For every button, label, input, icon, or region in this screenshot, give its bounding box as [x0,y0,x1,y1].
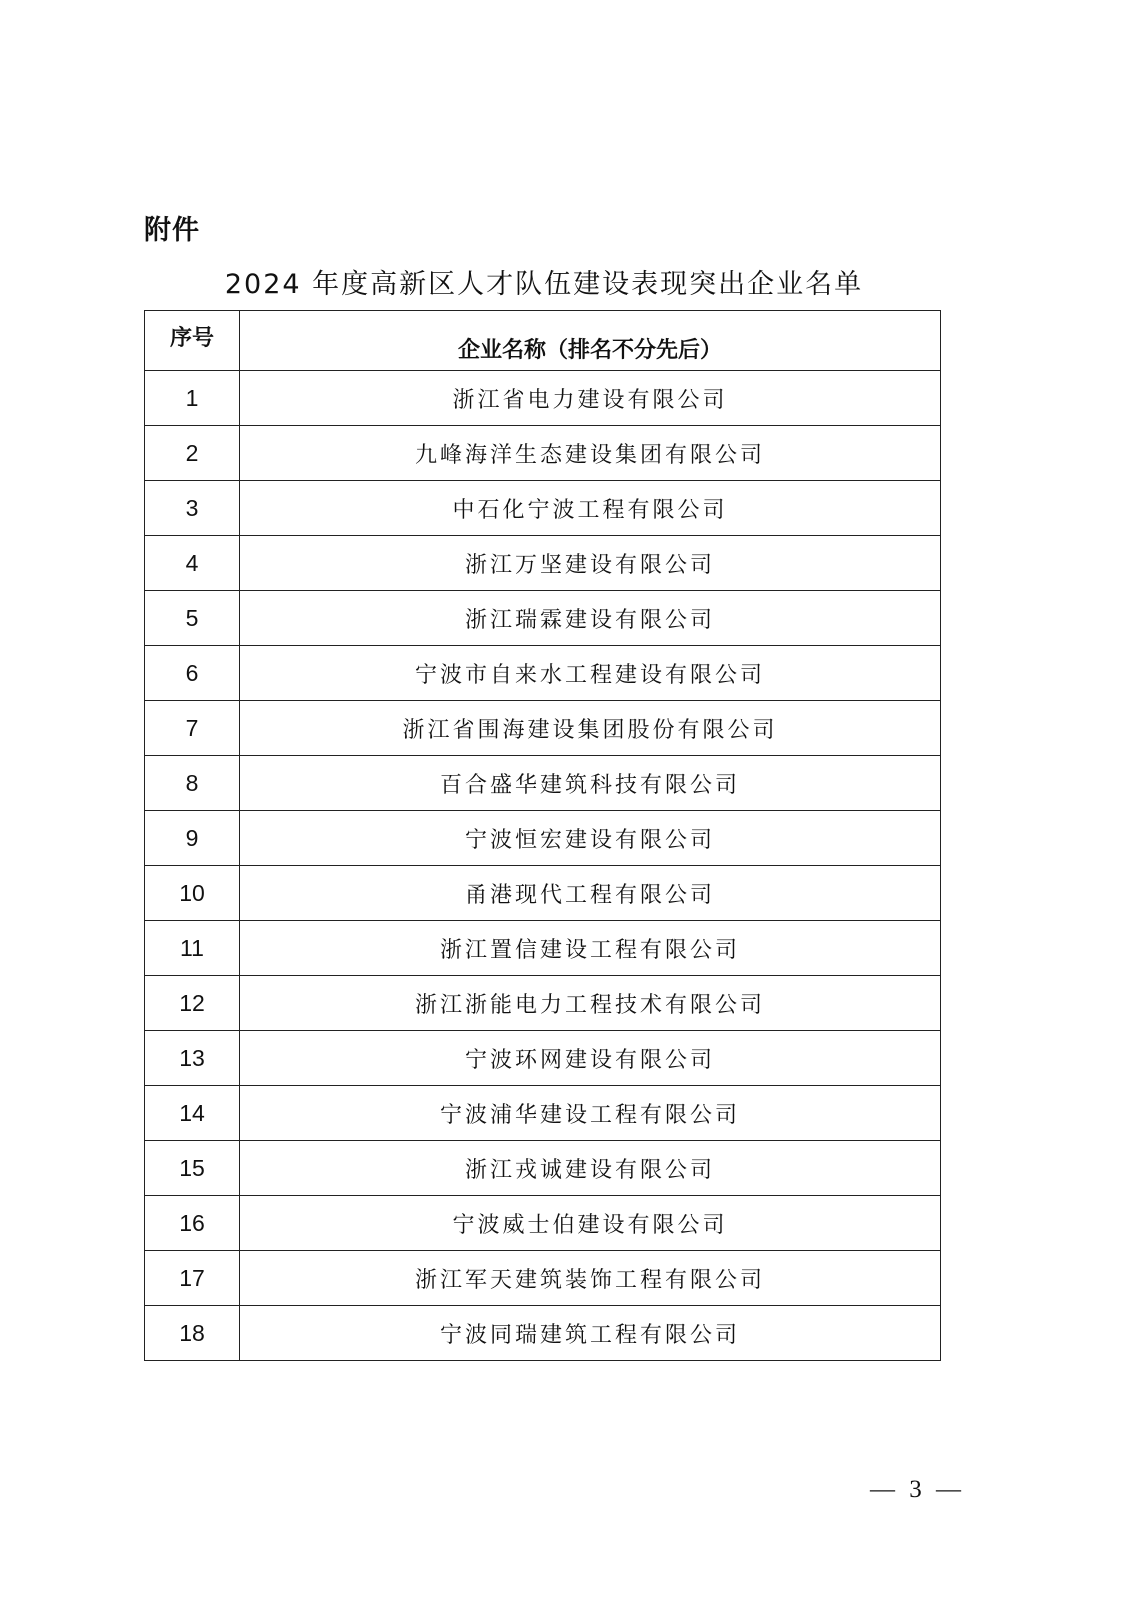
row-company-name: 九峰海洋生态建设集团有限公司 [240,426,941,481]
table-row [145,481,941,536]
document-title: 2024 年度高新区人才队伍建设表现突出企业名单 [224,269,864,300]
row-company-name: 宁波市自来水工程建设有限公司 [240,646,941,701]
row-seq: 3 [145,481,240,536]
row-company-name: 宁波恒宏建设有限公司 [240,811,941,866]
header-company-name: 企业名称（排名不分先后） [240,311,941,371]
row-seq: 6 [145,646,240,701]
table-row [145,1306,941,1361]
row-company-name: 浙江军天建筑装饰工程有限公司 [240,1251,941,1306]
table-row [145,1086,941,1141]
row-company-name: 浙江浙能电力工程技术有限公司 [240,976,941,1031]
table-row [145,536,941,591]
table-row [145,1031,941,1086]
table-row [145,1141,941,1196]
table-row [145,756,941,811]
row-seq: 14 [145,1086,240,1141]
table-row [145,976,941,1031]
row-company-name: 浙江省电力建设有限公司 [240,371,941,426]
row-company-name: 浙江瑞霖建设有限公司 [240,591,941,646]
row-seq: 9 [145,811,240,866]
row-seq: 7 [145,701,240,756]
table-row [145,426,941,481]
table-row [145,921,941,976]
row-seq: 5 [145,591,240,646]
row-seq: 11 [145,921,240,976]
row-seq: 1 [145,371,240,426]
row-seq: 10 [145,866,240,921]
row-company-name: 甬港现代工程有限公司 [240,866,941,921]
row-company-name: 浙江戎诚建设有限公司 [240,1141,941,1196]
table-row [145,591,941,646]
table-header-row [145,311,941,371]
page-number: — 3 — [870,1476,965,1503]
table-row [145,1251,941,1306]
row-seq: 15 [145,1141,240,1196]
row-seq: 4 [145,536,240,591]
row-company-name: 浙江万坚建设有限公司 [240,536,941,591]
header-seq: 序号 [145,311,240,371]
row-seq: 8 [145,756,240,811]
row-seq: 12 [145,976,240,1031]
row-company-name: 中石化宁波工程有限公司 [240,481,941,536]
table-row [145,701,941,756]
row-company-name: 浙江省围海建设集团股份有限公司 [240,701,941,756]
row-company-name: 浙江置信建设工程有限公司 [240,921,941,976]
row-seq: 16 [145,1196,240,1251]
row-company-name: 宁波环网建设有限公司 [240,1031,941,1086]
table-row [145,371,941,426]
row-seq: 2 [145,426,240,481]
table-row [145,646,941,701]
row-company-name: 百合盛华建筑科技有限公司 [240,756,941,811]
attachment-label: 附件 [144,215,200,246]
row-seq: 13 [145,1031,240,1086]
table-row [145,866,941,921]
row-seq: 18 [145,1306,240,1361]
table-body [145,371,941,1361]
row-company-name: 宁波浦华建设工程有限公司 [240,1086,941,1141]
company-list-table [144,310,941,1361]
row-seq: 17 [145,1251,240,1306]
row-company-name: 宁波同瑞建筑工程有限公司 [240,1306,941,1361]
row-company-name: 宁波威士伯建设有限公司 [240,1196,941,1251]
table-row [145,811,941,866]
table-row [145,1196,941,1251]
